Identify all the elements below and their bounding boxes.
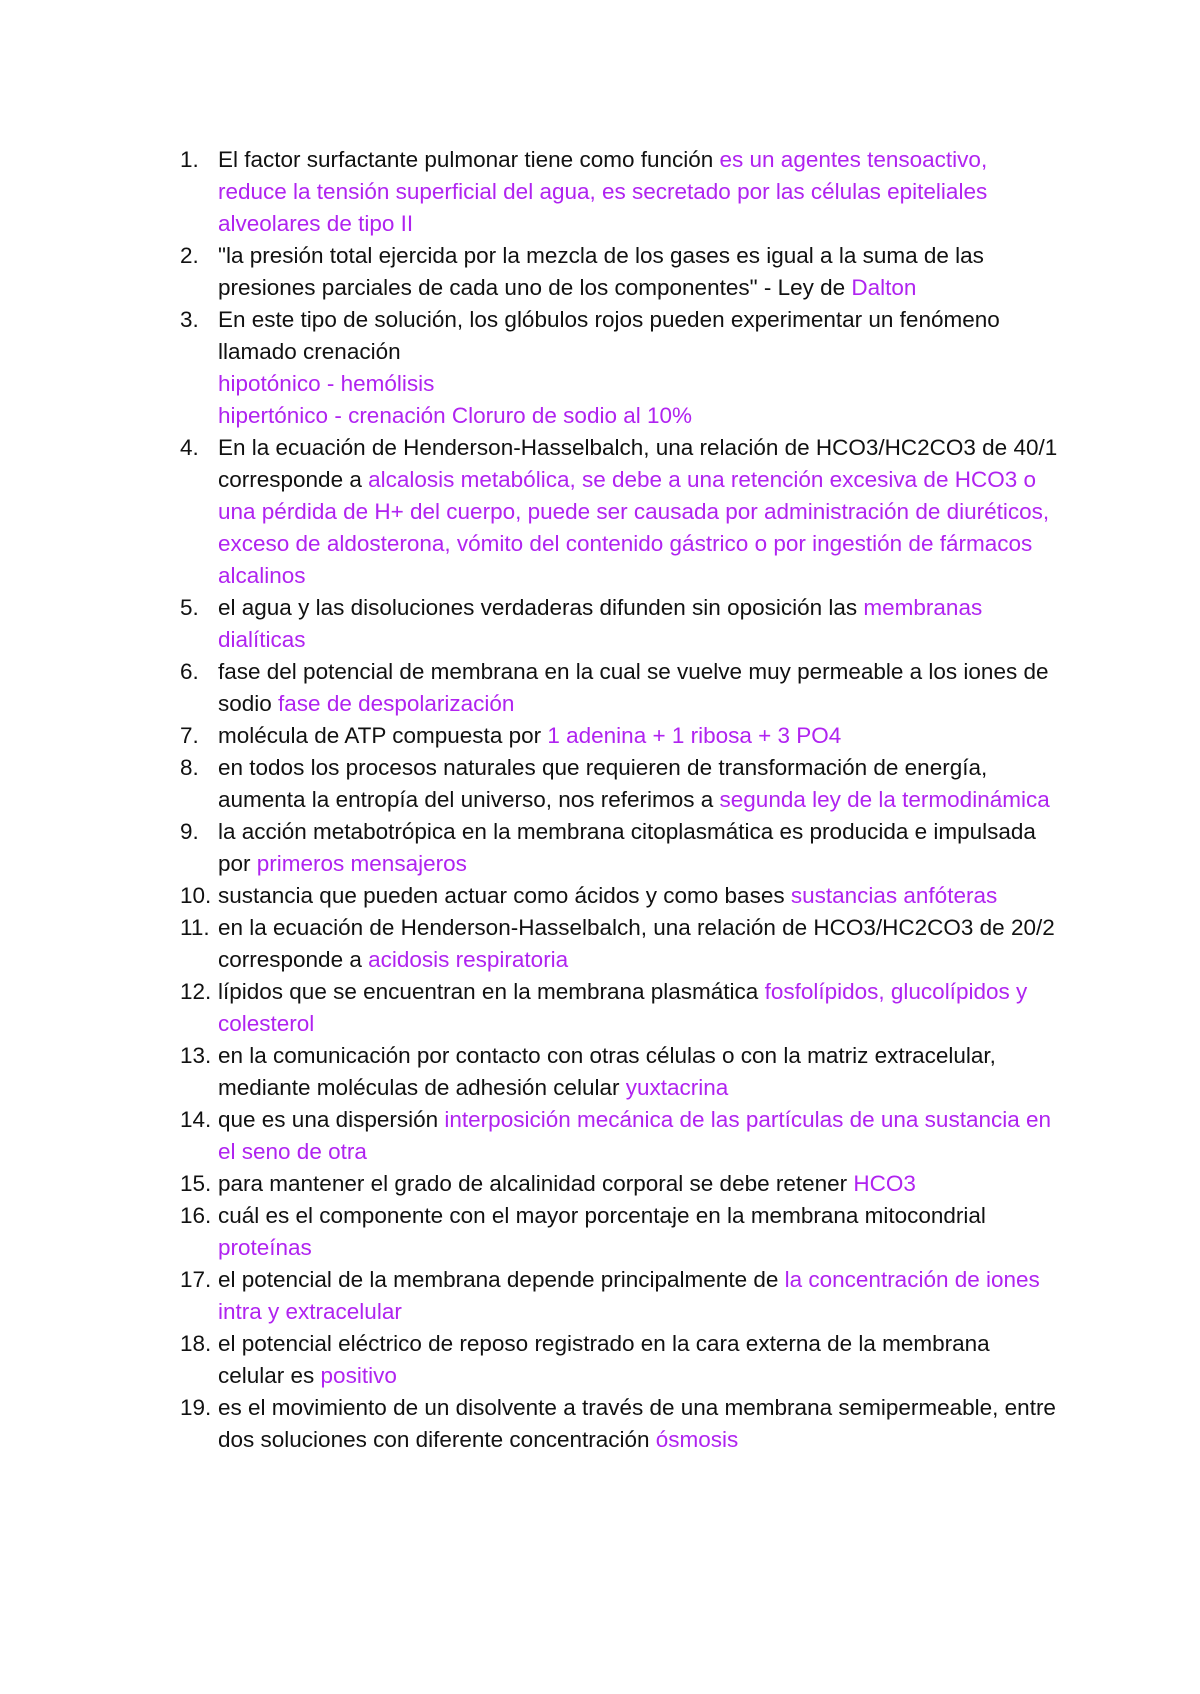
question-text: En la ecuación de Henderson-Hasselbalch, una relación de HCO3/HC2CO3 de 40/1 corresponde a bbox=[218, 435, 1058, 492]
answer-text: yuxtacrina bbox=[625, 1075, 729, 1100]
answer-text: hipertónico - crenación Cloruro de sodio al 10% bbox=[218, 403, 693, 428]
answer-text: fase de despolarización bbox=[278, 691, 515, 716]
item-number: 15. bbox=[180, 1171, 212, 1196]
answer-text: Dalton bbox=[851, 275, 917, 300]
question-text: El factor surfactante pulmonar tiene como función bbox=[218, 147, 720, 172]
item-number: 17. bbox=[180, 1267, 212, 1292]
question-text: en la comunicación por contacto con otras células o con la matriz extracelular, mediante moléculas de adhesión celular bbox=[218, 1043, 996, 1100]
list-item bbox=[180, 1104, 1060, 1168]
answer-text: hipotónico - hemólisis bbox=[218, 371, 435, 396]
question-answer-list bbox=[180, 144, 1060, 1456]
list-item bbox=[180, 432, 1060, 592]
question-text: el potencial eléctrico de reposo registrado en la cara externa de la membrana celular es bbox=[218, 1331, 990, 1388]
answer-text: segunda ley de la termodinámica bbox=[719, 787, 1050, 812]
item-number: 19. bbox=[180, 1395, 212, 1420]
question-text: es el movimiento de un disolvente a través de una membrana semipermeable, entre dos soluciones con diferente concentración bbox=[218, 1395, 1056, 1452]
question-text: lípidos que se encuentran en la membrana plasmática bbox=[218, 979, 765, 1004]
item-number: 8. bbox=[180, 755, 199, 780]
list-item bbox=[180, 240, 1060, 304]
question-text: la acción metabotrópica en la membrana citoplasmática es producida e impulsada por bbox=[218, 819, 1036, 876]
item-number: 5. bbox=[180, 595, 199, 620]
question-text: en la ecuación de Henderson-Hasselbalch, una relación de HCO3/HC2CO3 de 20/2 corresponde a bbox=[218, 915, 1055, 972]
question-text: para mantener el grado de alcalinidad corporal se debe retener bbox=[218, 1171, 854, 1196]
answer-text: fosfolípidos, glucolípidos y colesterol bbox=[218, 979, 1028, 1036]
item-number: 16. bbox=[180, 1203, 212, 1228]
answer-text: alcalosis metabólica, se debe a una retención excesiva de HCO3 o una pérdida de H+ del cuerpo, puede ser causada por administración de diuréticos, exceso de aldosterona, vómito del contenido gástrico o por ingestión de fármacos alcalinos bbox=[218, 467, 1050, 588]
list-item bbox=[180, 656, 1060, 720]
answer-text: primeros mensajeros bbox=[256, 851, 467, 876]
question-text: que es una dispersión bbox=[218, 1107, 445, 1132]
list-item bbox=[180, 752, 1060, 816]
question-text: molécula de ATP compuesta por bbox=[218, 723, 548, 748]
item-number: 10. bbox=[180, 883, 212, 908]
list-item bbox=[180, 144, 1060, 240]
item-number: 7. bbox=[180, 723, 199, 748]
answer-text: membranas dialíticas bbox=[218, 595, 983, 652]
question-text: el potencial de la membrana depende principalmente de bbox=[218, 1267, 785, 1292]
answer-text: es un agentes tensoactivo, reduce la tensión superficial del agua, es secretado por las células epiteliales alveolares de tipo II bbox=[218, 147, 988, 236]
list-item bbox=[180, 1168, 1060, 1200]
item-number: 9. bbox=[180, 819, 199, 844]
list-item bbox=[180, 1040, 1060, 1104]
answer-text: 1 adenina + 1 ribosa + 3 PO4 bbox=[547, 723, 842, 748]
list-item bbox=[180, 1392, 1060, 1456]
item-number: 11. bbox=[180, 915, 210, 940]
question-text: en todos los procesos naturales que requieren de transformación de energía, aumenta la entropía del universo, nos referimos a bbox=[218, 755, 988, 812]
question-text: fase del potencial de membrana en la cual se vuelve muy permeable a los iones de sodio bbox=[218, 659, 1049, 716]
list-item bbox=[180, 1200, 1060, 1264]
question-text: cuál es el componente con el mayor porcentaje en la membrana mitocondrial bbox=[218, 1203, 986, 1228]
answer-text: proteínas bbox=[218, 1235, 312, 1260]
answer-text: HCO3 bbox=[853, 1171, 916, 1196]
answer-text: la concentración de iones intra y extracelular bbox=[218, 1267, 1040, 1324]
list-item bbox=[180, 304, 1060, 432]
item-number: 6. bbox=[180, 659, 199, 684]
question-text: el agua y las disoluciones verdaderas difunden sin oposición las bbox=[218, 595, 864, 620]
answer-text: sustancias anfóteras bbox=[790, 883, 998, 908]
list-item bbox=[180, 592, 1060, 656]
question-text: "la presión total ejercida por la mezcla de los gases es igual a la suma de las presiones parciales de cada uno de los componentes" - Ley de bbox=[218, 243, 984, 300]
item-number: 13. bbox=[180, 1043, 212, 1068]
list-item bbox=[180, 816, 1060, 880]
answer-text: ósmosis bbox=[655, 1427, 739, 1452]
list-item bbox=[180, 1328, 1060, 1392]
question-text: sustancia que pueden actuar como ácidos y como bases bbox=[218, 883, 791, 908]
list-item bbox=[180, 1264, 1060, 1328]
item-number: 4. bbox=[180, 435, 199, 460]
item-number: 14. bbox=[180, 1107, 212, 1132]
item-number: 12. bbox=[180, 979, 212, 1004]
answer-text: positivo bbox=[320, 1363, 397, 1388]
item-number: 2. bbox=[180, 243, 199, 268]
answer-text: acidosis respiratoria bbox=[368, 947, 569, 972]
item-number: 18. bbox=[180, 1331, 212, 1356]
item-number: 3. bbox=[180, 307, 199, 332]
list-item bbox=[180, 912, 1060, 976]
list-item bbox=[180, 880, 1060, 912]
answer-text: interposición mecánica de las partículas de una sustancia en el seno de otra bbox=[218, 1107, 1052, 1164]
item-number: 1. bbox=[180, 147, 199, 172]
list-item bbox=[180, 720, 1060, 752]
list-item bbox=[180, 976, 1060, 1040]
question-text: En este tipo de solución, los glóbulos rojos pueden experimentar un fenómeno llamado crenación bbox=[218, 307, 1000, 364]
